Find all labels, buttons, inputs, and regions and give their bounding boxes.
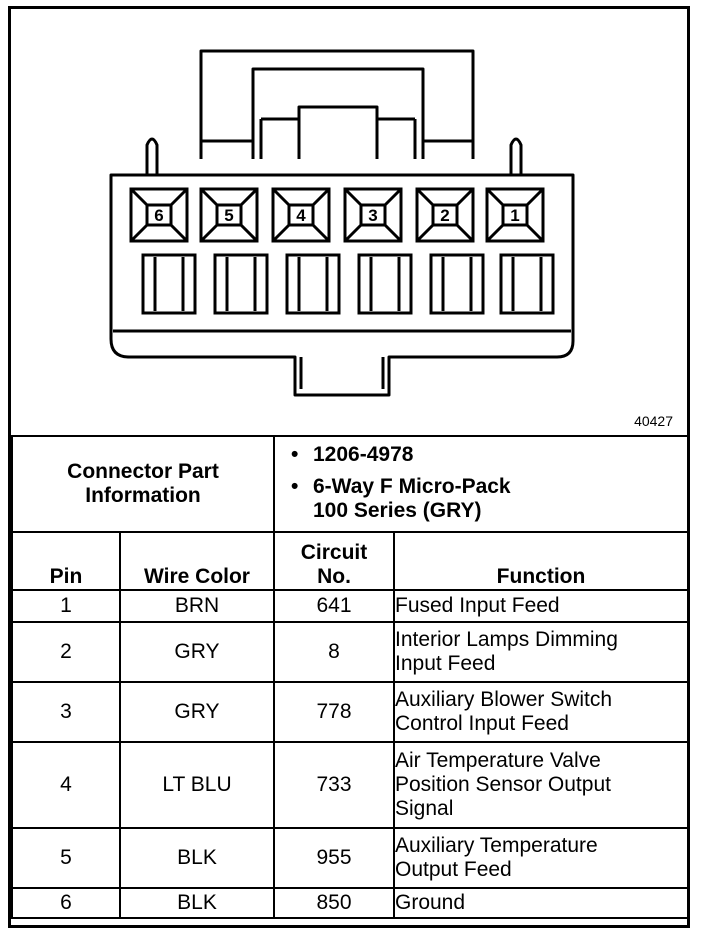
function-header: Function — [394, 532, 688, 590]
left-ear — [147, 139, 157, 175]
cavity-label-6: 6 — [154, 206, 164, 225]
connector-part-info-values — [274, 436, 688, 532]
circuit-cell: 733 — [274, 742, 394, 828]
latch-outer — [201, 51, 473, 159]
table-row — [12, 622, 688, 682]
pin-header: Pin — [12, 532, 120, 590]
circuit-header: Circuit No. — [274, 532, 394, 590]
circuit-cell: 850 — [274, 888, 394, 918]
connector-face-drawing — [11, 9, 687, 435]
circuit-cell: 8 — [274, 622, 394, 682]
wire-color-cell: GRY — [120, 682, 274, 742]
part-number: • 1206-4978 — [313, 443, 687, 467]
cavity-label-1: 1 — [510, 206, 520, 225]
cavity-label-3: 3 — [368, 206, 378, 225]
connector-description-line2: 100 Series (GRY) — [313, 499, 482, 522]
function-cell: Interior Lamps Dimming Input Feed — [394, 622, 688, 682]
wire-color-cell: BLK — [120, 828, 274, 888]
wire-color-cell: BLK — [120, 888, 274, 918]
pin-cell: 6 — [12, 888, 120, 918]
wire-color-cell: BRN — [120, 590, 274, 622]
terminal-slot-1 — [501, 255, 553, 313]
pin-cell: 5 — [12, 828, 120, 888]
cavity-label-4: 4 — [296, 206, 306, 225]
latch-center-block — [299, 107, 377, 159]
cavity-label-5: 5 — [224, 206, 234, 225]
pin-cell: 4 — [12, 742, 120, 828]
connector-diagram — [11, 9, 687, 435]
connector-description-line1: • 6-Way F Micro-Pack — [313, 475, 687, 499]
connector-sheet — [8, 6, 690, 928]
circuit-cell: 778 — [274, 682, 394, 742]
terminal-slot-5 — [215, 255, 267, 313]
wire-color-cell: LT BLU — [120, 742, 274, 828]
table-row — [12, 888, 688, 918]
table-row — [12, 682, 688, 742]
pinout-table — [11, 435, 689, 919]
function-cell: Auxiliary Temperature Output Feed — [394, 828, 688, 888]
figure-number: 40427 — [634, 413, 673, 429]
function-cell: Fused Input Feed — [394, 590, 688, 622]
header-row — [12, 532, 688, 590]
terminal-slot-6 — [143, 255, 195, 313]
wire-color-header: Wire Color — [120, 532, 274, 590]
terminal-slot-2 — [431, 255, 483, 313]
function-cell: Air Temperature Valve Position Sensor Output Signal — [394, 742, 688, 828]
connector-part-info-label: Connector Part Information — [12, 436, 274, 532]
pin-cell: 1 — [12, 590, 120, 622]
cavity-label-2: 2 — [440, 206, 450, 225]
table-row — [12, 590, 688, 622]
pin-cell: 2 — [12, 622, 120, 682]
circuit-cell: 641 — [274, 590, 394, 622]
pin-cell: 3 — [12, 682, 120, 742]
function-cell: Ground — [394, 888, 688, 918]
terminal-slot-3 — [359, 255, 411, 313]
table-row — [12, 742, 688, 828]
table-row — [12, 828, 688, 888]
circuit-cell: 955 — [274, 828, 394, 888]
latch-inner-top — [253, 69, 423, 159]
connector-info-row — [12, 436, 688, 532]
terminal-slot-4 — [287, 255, 339, 313]
function-cell: Auxiliary Blower Switch Control Input Feed — [394, 682, 688, 742]
wire-color-cell: GRY — [120, 622, 274, 682]
right-ear — [511, 139, 521, 175]
